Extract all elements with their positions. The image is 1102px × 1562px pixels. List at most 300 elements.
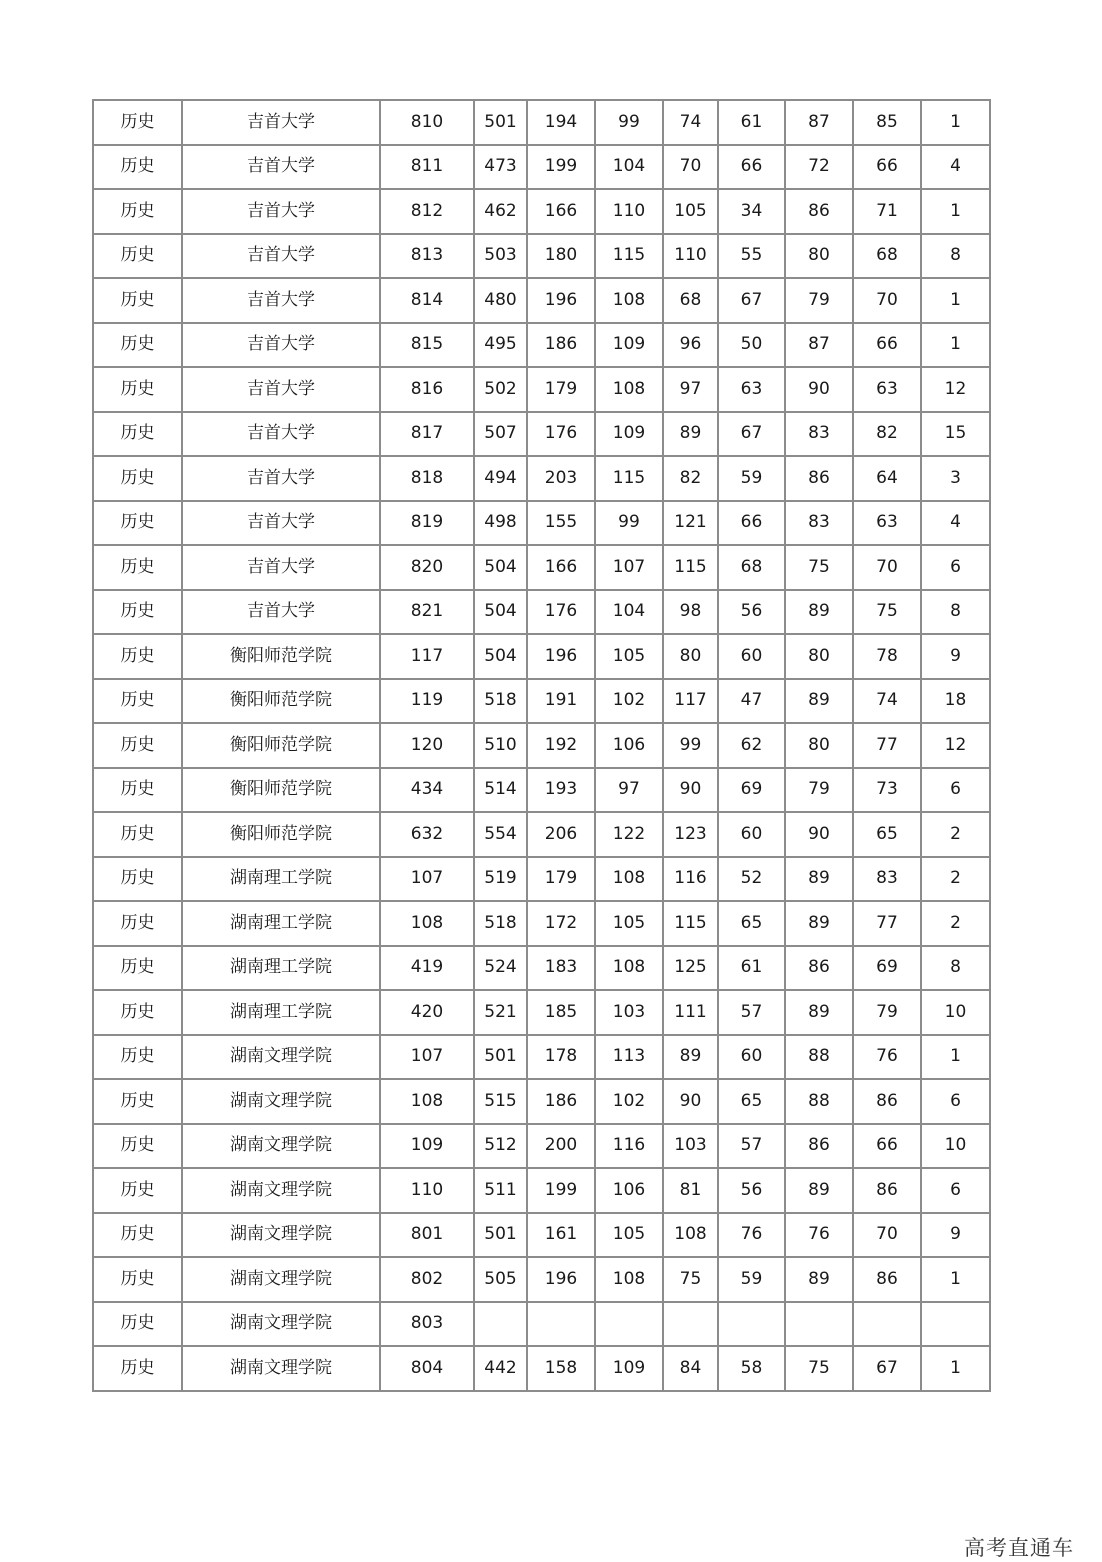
- cell-score-col-4: [527, 1302, 595, 1347]
- cell-total-score: 507: [474, 412, 527, 457]
- cell-score-col-5: 108: [595, 278, 663, 323]
- cell-school: 吉首大学: [182, 412, 380, 457]
- cell-score-col-5: 115: [595, 456, 663, 501]
- cell-rank-count: 12: [921, 367, 990, 412]
- cell-score-col-6: 74: [663, 100, 718, 145]
- cell-total-score: 521: [474, 990, 527, 1035]
- cell-score-col-7: 69: [718, 768, 785, 813]
- cell-score-col-5: 109: [595, 412, 663, 457]
- cell-total-score: 501: [474, 1035, 527, 1080]
- cell-school: 湖南文理学院: [182, 1035, 380, 1080]
- cell-score-col-9: 66: [853, 145, 921, 190]
- cell-rank-count: 10: [921, 990, 990, 1035]
- cell-major-code: 820: [380, 545, 474, 590]
- cell-score-col-9: 70: [853, 278, 921, 323]
- cell-score-col-5: 102: [595, 679, 663, 724]
- cell-subject: 历史: [93, 812, 182, 857]
- cell-score-col-8: 86: [785, 1124, 853, 1169]
- cell-score-col-4: 203: [527, 456, 595, 501]
- cell-score-col-8: 88: [785, 1079, 853, 1124]
- cell-score-col-4: 185: [527, 990, 595, 1035]
- cell-score-col-6: 117: [663, 679, 718, 724]
- cell-school: 吉首大学: [182, 501, 380, 546]
- cell-school: 衡阳师范学院: [182, 768, 380, 813]
- cell-score-col-9: 74: [853, 679, 921, 724]
- cell-score-col-5: 97: [595, 768, 663, 813]
- table-row: [93, 768, 990, 813]
- table-row: [93, 456, 990, 501]
- cell-score-col-4: 166: [527, 189, 595, 234]
- cell-major-code: 108: [380, 1079, 474, 1124]
- cell-school: 吉首大学: [182, 278, 380, 323]
- cell-score-col-9: 70: [853, 545, 921, 590]
- cell-score-col-6: 115: [663, 901, 718, 946]
- cell-score-col-4: 193: [527, 768, 595, 813]
- cell-score-col-8: 89: [785, 1168, 853, 1213]
- cell-score-col-6: 116: [663, 857, 718, 902]
- cell-score-col-8: 87: [785, 100, 853, 145]
- cell-score-col-5: 103: [595, 990, 663, 1035]
- cell-score-col-9: 86: [853, 1257, 921, 1302]
- cell-subject: 历史: [93, 634, 182, 679]
- table-row: [93, 1168, 990, 1213]
- cell-score-col-6: 84: [663, 1346, 718, 1391]
- cell-rank-count: 1: [921, 1035, 990, 1080]
- cell-score-col-6: 103: [663, 1124, 718, 1169]
- cell-major-code: 107: [380, 1035, 474, 1080]
- cell-score-col-5: 113: [595, 1035, 663, 1080]
- cell-score-col-6: 108: [663, 1213, 718, 1258]
- table-row: [93, 501, 990, 546]
- cell-score-col-9: 66: [853, 1124, 921, 1169]
- cell-major-code: 815: [380, 323, 474, 368]
- cell-major-code: 813: [380, 234, 474, 279]
- cell-score-col-4: 158: [527, 1346, 595, 1391]
- cell-score-col-9: 67: [853, 1346, 921, 1391]
- cell-rank-count: 1: [921, 1346, 990, 1391]
- cell-score-col-4: 196: [527, 634, 595, 679]
- cell-score-col-6: 110: [663, 234, 718, 279]
- cell-school: 衡阳师范学院: [182, 634, 380, 679]
- cell-major-code: 801: [380, 1213, 474, 1258]
- cell-subject: 历史: [93, 723, 182, 768]
- cell-total-score: 518: [474, 901, 527, 946]
- cell-score-col-9: 65: [853, 812, 921, 857]
- cell-score-col-4: 178: [527, 1035, 595, 1080]
- cell-score-col-7: 57: [718, 1124, 785, 1169]
- cell-major-code: 110: [380, 1168, 474, 1213]
- cell-score-col-5: 104: [595, 590, 663, 635]
- cell-major-code: 804: [380, 1346, 474, 1391]
- cell-major-code: 816: [380, 367, 474, 412]
- cell-score-col-8: 79: [785, 278, 853, 323]
- cell-total-score: 504: [474, 634, 527, 679]
- cell-school: 湖南理工学院: [182, 857, 380, 902]
- cell-major-code: 812: [380, 189, 474, 234]
- cell-score-col-4: 180: [527, 234, 595, 279]
- cell-school: 湖南理工学院: [182, 990, 380, 1035]
- cell-score-col-6: 82: [663, 456, 718, 501]
- table-row: [93, 590, 990, 635]
- cell-total-score: 519: [474, 857, 527, 902]
- cell-score-col-6: 96: [663, 323, 718, 368]
- cell-score-col-8: 89: [785, 590, 853, 635]
- cell-major-code: 120: [380, 723, 474, 768]
- cell-subject: 历史: [93, 901, 182, 946]
- table-row: [93, 278, 990, 323]
- cell-score-col-6: 70: [663, 145, 718, 190]
- cell-score-col-5: 109: [595, 1346, 663, 1391]
- cell-school: 湖南文理学院: [182, 1124, 380, 1169]
- cell-total-score: 511: [474, 1168, 527, 1213]
- cell-subject: 历史: [93, 1124, 182, 1169]
- table-row: [93, 990, 990, 1035]
- cell-major-code: 420: [380, 990, 474, 1035]
- cell-major-code: 818: [380, 456, 474, 501]
- cell-score-col-4: 155: [527, 501, 595, 546]
- cell-school: 湖南文理学院: [182, 1168, 380, 1213]
- cell-score-col-6: 90: [663, 768, 718, 813]
- cell-rank-count: 9: [921, 1213, 990, 1258]
- cell-score-col-6: 75: [663, 1257, 718, 1302]
- cell-major-code: 108: [380, 901, 474, 946]
- cell-school: 吉首大学: [182, 456, 380, 501]
- cell-major-code: 632: [380, 812, 474, 857]
- cell-score-col-7: 68: [718, 545, 785, 590]
- cell-major-code: 811: [380, 145, 474, 190]
- cell-score-col-7: 59: [718, 456, 785, 501]
- cell-score-col-7: 34: [718, 189, 785, 234]
- cell-score-col-8: 83: [785, 412, 853, 457]
- cell-score-col-7: 47: [718, 679, 785, 724]
- cell-subject: 历史: [93, 768, 182, 813]
- cell-score-col-6: 105: [663, 189, 718, 234]
- cell-score-col-5: 107: [595, 545, 663, 590]
- cell-score-col-7: 56: [718, 590, 785, 635]
- cell-score-col-8: 75: [785, 545, 853, 590]
- cell-rank-count: 6: [921, 1168, 990, 1213]
- watermark-text: 高考直通车: [964, 1536, 1074, 1560]
- cell-score-col-9: 63: [853, 367, 921, 412]
- cell-score-col-5: 108: [595, 1257, 663, 1302]
- cell-score-col-5: 116: [595, 1124, 663, 1169]
- cell-score-col-7: 66: [718, 501, 785, 546]
- table-row: [93, 679, 990, 724]
- table-row: [93, 1124, 990, 1169]
- cell-score-col-5: 115: [595, 234, 663, 279]
- cell-score-col-4: 196: [527, 1257, 595, 1302]
- cell-score-col-7: 76: [718, 1213, 785, 1258]
- cell-score-col-7: 59: [718, 1257, 785, 1302]
- cell-total-score: 554: [474, 812, 527, 857]
- cell-rank-count: 3: [921, 456, 990, 501]
- cell-school: 衡阳师范学院: [182, 723, 380, 768]
- cell-rank-count: 6: [921, 545, 990, 590]
- cell-total-score: 515: [474, 1079, 527, 1124]
- cell-score-col-9: 77: [853, 901, 921, 946]
- cell-score-col-7: 61: [718, 100, 785, 145]
- cell-major-code: 821: [380, 590, 474, 635]
- table-row: [93, 1257, 990, 1302]
- cell-score-col-5: 108: [595, 367, 663, 412]
- cell-score-col-7: 56: [718, 1168, 785, 1213]
- cell-total-score: 524: [474, 946, 527, 991]
- cell-major-code: 434: [380, 768, 474, 813]
- table-row: [93, 545, 990, 590]
- table-row: [93, 1302, 990, 1347]
- cell-score-col-4: 179: [527, 857, 595, 902]
- cell-score-col-6: 121: [663, 501, 718, 546]
- cell-score-col-4: 191: [527, 679, 595, 724]
- table-body: [93, 100, 990, 1391]
- cell-score-col-9: 66: [853, 323, 921, 368]
- cell-score-col-9: 85: [853, 100, 921, 145]
- cell-score-col-9: 70: [853, 1213, 921, 1258]
- cell-major-code: 802: [380, 1257, 474, 1302]
- cell-score-col-8: 89: [785, 901, 853, 946]
- cell-score-col-9: 63: [853, 501, 921, 546]
- cell-subject: 历史: [93, 189, 182, 234]
- cell-major-code: 810: [380, 100, 474, 145]
- cell-score-col-6: 98: [663, 590, 718, 635]
- cell-school: 湖南理工学院: [182, 946, 380, 991]
- cell-score-col-8: 80: [785, 634, 853, 679]
- cell-score-col-7: 52: [718, 857, 785, 902]
- cell-total-score: 504: [474, 590, 527, 635]
- cell-subject: 历史: [93, 545, 182, 590]
- cell-school: 吉首大学: [182, 545, 380, 590]
- cell-score-col-8: 79: [785, 768, 853, 813]
- table-row: [93, 634, 990, 679]
- cell-major-code: 117: [380, 634, 474, 679]
- cell-score-col-7: 65: [718, 901, 785, 946]
- cell-score-col-8: 75: [785, 1346, 853, 1391]
- cell-school: 湖南文理学院: [182, 1302, 380, 1347]
- cell-score-col-6: 89: [663, 1035, 718, 1080]
- cell-rank-count: 4: [921, 501, 990, 546]
- cell-score-col-4: 199: [527, 1168, 595, 1213]
- cell-subject: 历史: [93, 1035, 182, 1080]
- cell-school: 湖南文理学院: [182, 1079, 380, 1124]
- cell-major-code: 819: [380, 501, 474, 546]
- cell-subject: 历史: [93, 456, 182, 501]
- cell-score-col-5: 104: [595, 145, 663, 190]
- cell-subject: 历史: [93, 278, 182, 323]
- cell-score-col-7: 63: [718, 367, 785, 412]
- cell-score-col-8: 89: [785, 1257, 853, 1302]
- cell-subject: 历史: [93, 990, 182, 1035]
- cell-score-col-4: 172: [527, 901, 595, 946]
- cell-score-col-7: 60: [718, 1035, 785, 1080]
- cell-score-col-7: 65: [718, 1079, 785, 1124]
- cell-score-col-8: 88: [785, 1035, 853, 1080]
- cell-subject: 历史: [93, 323, 182, 368]
- cell-score-col-8: 89: [785, 679, 853, 724]
- cell-subject: 历史: [93, 1168, 182, 1213]
- cell-score-col-9: [853, 1302, 921, 1347]
- cell-score-col-5: 122: [595, 812, 663, 857]
- cell-score-col-4: 161: [527, 1213, 595, 1258]
- cell-total-score: 502: [474, 367, 527, 412]
- cell-total-score: 442: [474, 1346, 527, 1391]
- cell-subject: 历史: [93, 1302, 182, 1347]
- cell-rank-count: 8: [921, 234, 990, 279]
- cell-score-col-7: 62: [718, 723, 785, 768]
- cell-score-col-8: 86: [785, 946, 853, 991]
- cell-subject: 历史: [93, 857, 182, 902]
- cell-score-col-8: 80: [785, 723, 853, 768]
- cell-major-code: 119: [380, 679, 474, 724]
- cell-rank-count: 4: [921, 145, 990, 190]
- cell-school: 吉首大学: [182, 590, 380, 635]
- cell-score-col-8: 87: [785, 323, 853, 368]
- table-row: [93, 145, 990, 190]
- cell-score-col-8: 90: [785, 367, 853, 412]
- cell-score-col-5: 105: [595, 901, 663, 946]
- cell-score-col-6: 81: [663, 1168, 718, 1213]
- cell-score-col-4: 194: [527, 100, 595, 145]
- cell-score-col-6: 111: [663, 990, 718, 1035]
- table-row: [93, 1035, 990, 1080]
- cell-rank-count: 6: [921, 1079, 990, 1124]
- cell-score-col-6: 89: [663, 412, 718, 457]
- cell-score-col-5: [595, 1302, 663, 1347]
- table-row: [93, 723, 990, 768]
- cell-score-col-6: [663, 1302, 718, 1347]
- table-row: [93, 1346, 990, 1391]
- cell-rank-count: 1: [921, 1257, 990, 1302]
- cell-score-col-8: 90: [785, 812, 853, 857]
- cell-score-col-5: 106: [595, 1168, 663, 1213]
- cell-score-col-8: [785, 1302, 853, 1347]
- cell-score-col-4: 186: [527, 323, 595, 368]
- cell-score-col-8: 72: [785, 145, 853, 190]
- cell-total-score: 473: [474, 145, 527, 190]
- cell-score-col-6: 99: [663, 723, 718, 768]
- cell-major-code: 107: [380, 857, 474, 902]
- cell-score-col-7: [718, 1302, 785, 1347]
- cell-total-score: 501: [474, 100, 527, 145]
- cell-score-col-9: 71: [853, 189, 921, 234]
- cell-rank-count: 9: [921, 634, 990, 679]
- cell-score-col-5: 105: [595, 634, 663, 679]
- cell-score-col-5: 102: [595, 1079, 663, 1124]
- cell-major-code: 814: [380, 278, 474, 323]
- cell-score-col-8: 89: [785, 857, 853, 902]
- cell-score-col-7: 50: [718, 323, 785, 368]
- cell-subject: 历史: [93, 1346, 182, 1391]
- cell-total-score: 498: [474, 501, 527, 546]
- cell-total-score: 510: [474, 723, 527, 768]
- cell-score-col-5: 109: [595, 323, 663, 368]
- cell-score-col-4: 176: [527, 412, 595, 457]
- cell-score-col-7: 60: [718, 812, 785, 857]
- cell-score-col-9: 64: [853, 456, 921, 501]
- cell-rank-count: 1: [921, 323, 990, 368]
- table-row: [93, 857, 990, 902]
- cell-school: 湖南文理学院: [182, 1346, 380, 1391]
- cell-school: 衡阳师范学院: [182, 679, 380, 724]
- cell-score-col-6: 90: [663, 1079, 718, 1124]
- cell-score-col-5: 99: [595, 100, 663, 145]
- cell-score-col-9: 75: [853, 590, 921, 635]
- cell-major-code: 817: [380, 412, 474, 457]
- table-row: [93, 1079, 990, 1124]
- cell-score-col-9: 68: [853, 234, 921, 279]
- cell-score-col-4: 200: [527, 1124, 595, 1169]
- cell-score-col-6: 68: [663, 278, 718, 323]
- cell-major-code: 419: [380, 946, 474, 991]
- cell-subject: 历史: [93, 100, 182, 145]
- cell-total-score: 501: [474, 1213, 527, 1258]
- cell-subject: 历史: [93, 1079, 182, 1124]
- cell-subject: 历史: [93, 1257, 182, 1302]
- cell-rank-count: 8: [921, 946, 990, 991]
- cell-subject: 历史: [93, 367, 182, 412]
- cell-score-col-5: 110: [595, 189, 663, 234]
- cell-rank-count: 6: [921, 768, 990, 813]
- cell-score-col-9: 82: [853, 412, 921, 457]
- cell-score-col-7: 67: [718, 278, 785, 323]
- cell-rank-count: 2: [921, 901, 990, 946]
- cell-total-score: 480: [474, 278, 527, 323]
- cell-score-col-7: 60: [718, 634, 785, 679]
- table-row: [93, 1213, 990, 1258]
- table-row: [93, 189, 990, 234]
- table-row: [93, 412, 990, 457]
- table-row: [93, 367, 990, 412]
- table-row: [93, 812, 990, 857]
- table-row: [93, 100, 990, 145]
- cell-score-col-7: 67: [718, 412, 785, 457]
- cell-score-col-6: 97: [663, 367, 718, 412]
- cell-score-col-9: 77: [853, 723, 921, 768]
- score-table: [92, 99, 991, 1392]
- cell-score-col-4: 179: [527, 367, 595, 412]
- cell-score-col-5: 99: [595, 501, 663, 546]
- cell-score-col-7: 55: [718, 234, 785, 279]
- cell-score-col-6: 115: [663, 545, 718, 590]
- table-row: [93, 234, 990, 279]
- cell-score-col-7: 58: [718, 1346, 785, 1391]
- table-row: [93, 901, 990, 946]
- cell-rank-count: 15: [921, 412, 990, 457]
- cell-score-col-9: 83: [853, 857, 921, 902]
- cell-score-col-4: 196: [527, 278, 595, 323]
- cell-subject: 历史: [93, 590, 182, 635]
- cell-score-col-9: 76: [853, 1035, 921, 1080]
- cell-score-col-8: 86: [785, 456, 853, 501]
- cell-score-col-4: 166: [527, 545, 595, 590]
- cell-rank-count: [921, 1302, 990, 1347]
- cell-total-score: [474, 1302, 527, 1347]
- cell-total-score: 514: [474, 768, 527, 813]
- cell-score-col-9: 86: [853, 1079, 921, 1124]
- cell-school: 湖南文理学院: [182, 1257, 380, 1302]
- cell-subject: 历史: [93, 1213, 182, 1258]
- cell-score-col-5: 105: [595, 1213, 663, 1258]
- cell-score-col-9: 69: [853, 946, 921, 991]
- cell-subject: 历史: [93, 946, 182, 991]
- cell-score-col-8: 89: [785, 990, 853, 1035]
- cell-score-col-7: 61: [718, 946, 785, 991]
- cell-total-score: 495: [474, 323, 527, 368]
- cell-rank-count: 2: [921, 812, 990, 857]
- cell-score-col-6: 80: [663, 634, 718, 679]
- cell-score-col-4: 186: [527, 1079, 595, 1124]
- cell-total-score: 494: [474, 456, 527, 501]
- cell-total-score: 505: [474, 1257, 527, 1302]
